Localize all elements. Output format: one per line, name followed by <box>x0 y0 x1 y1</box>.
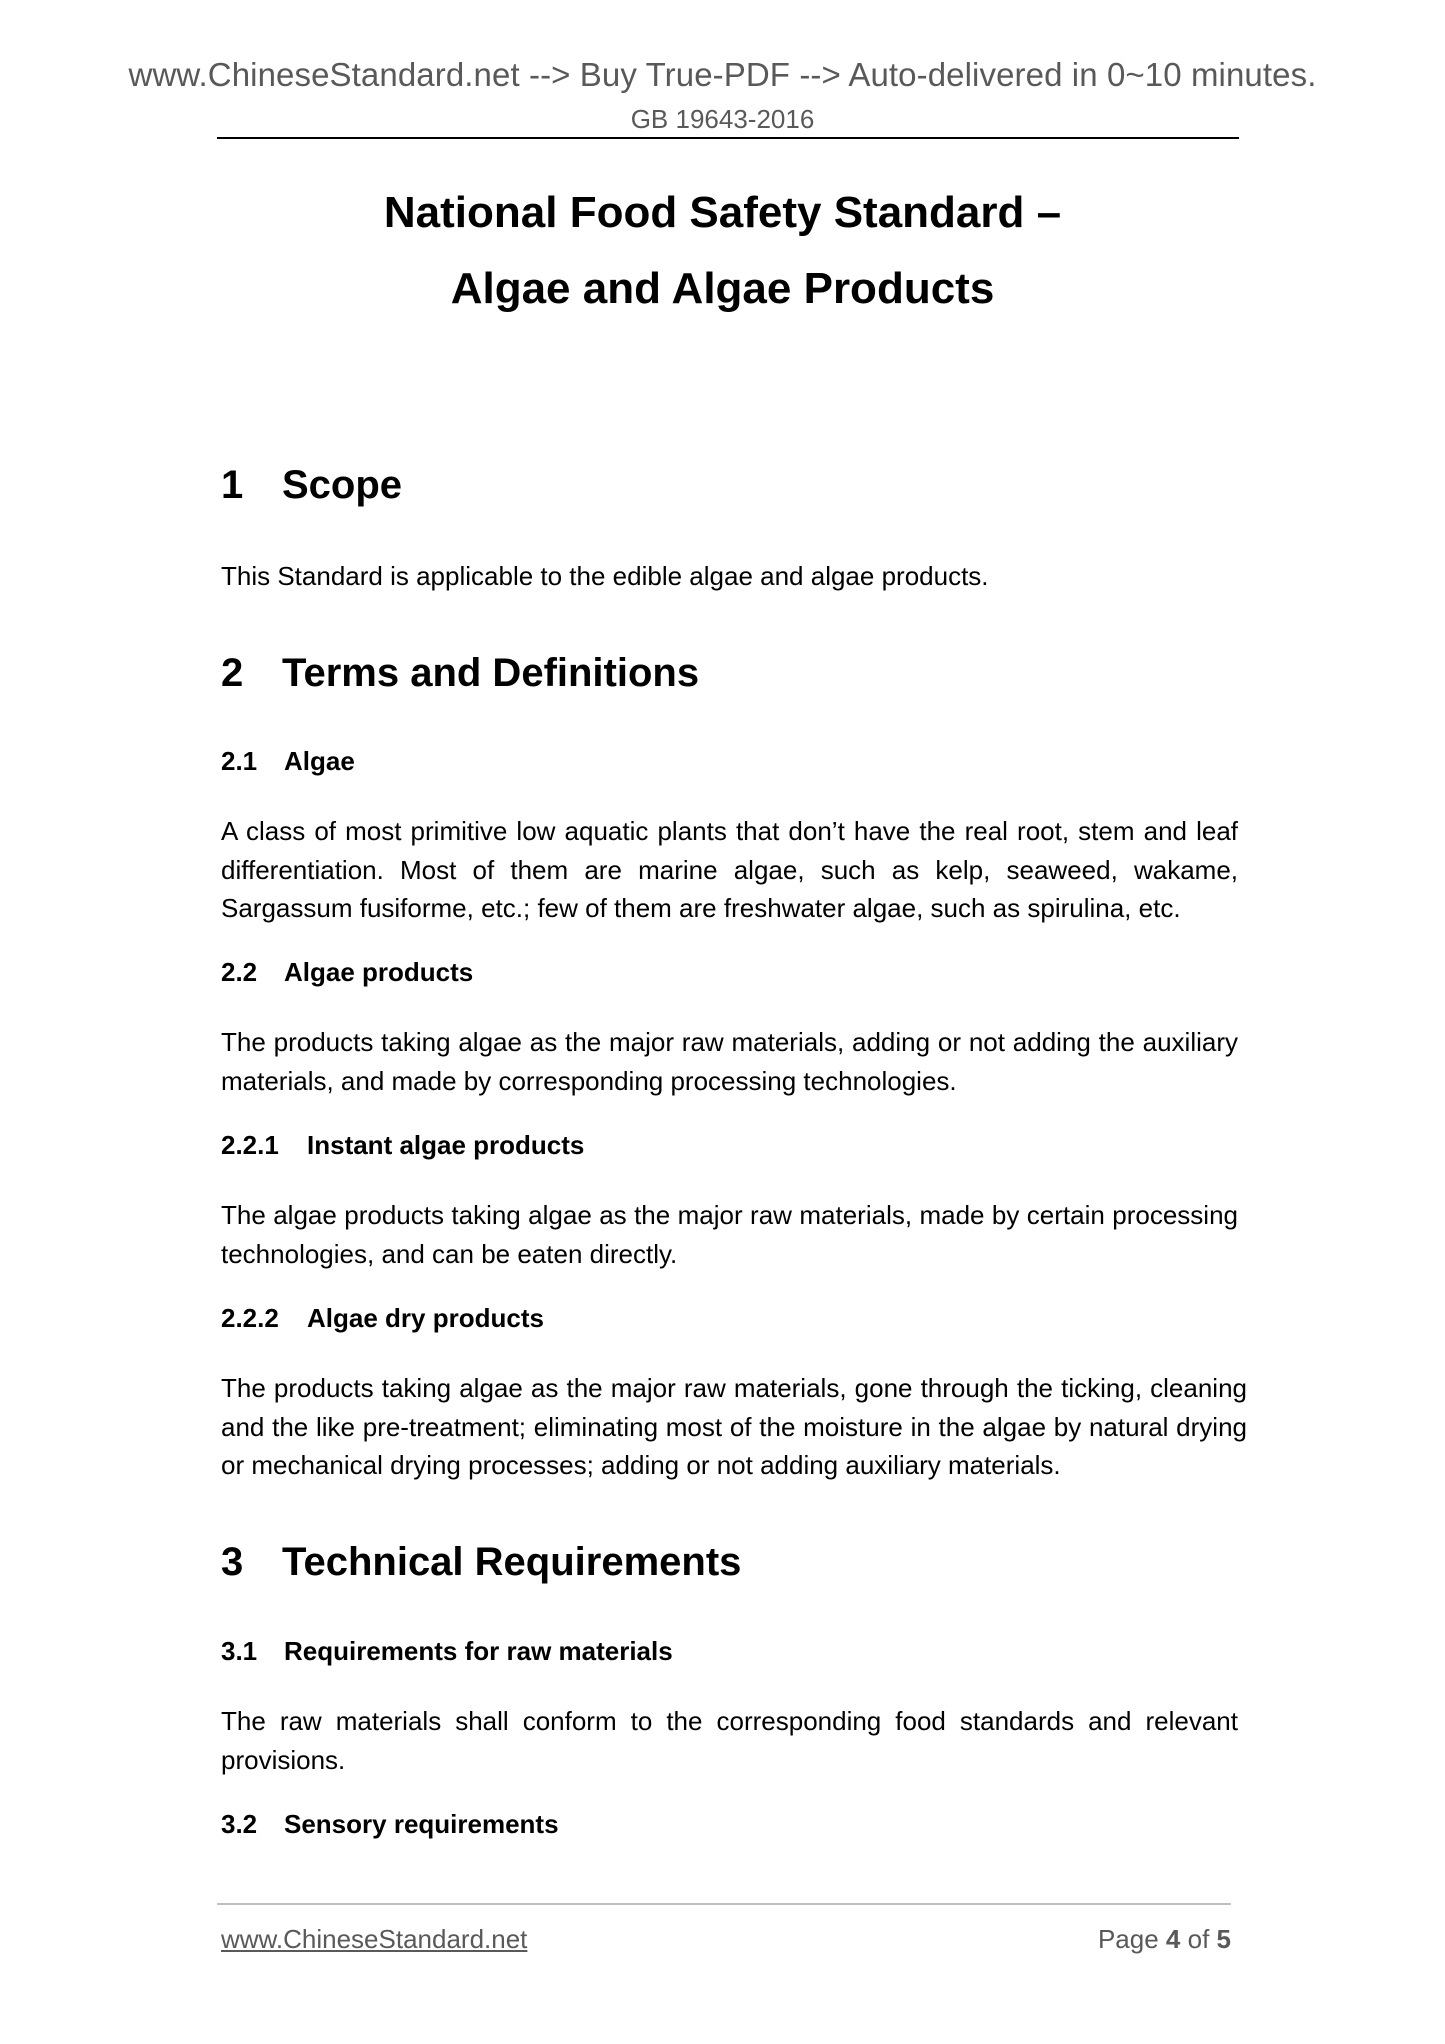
section-2-2-1-heading <box>221 1130 584 1161</box>
section-title: Terms and Definitions <box>282 651 700 695</box>
subsection-number: 2.2 <box>221 957 258 987</box>
page-indicator <box>1098 1924 1231 1955</box>
section-1-text: This Standard is applicable to the edible algae and algae products. <box>221 561 989 591</box>
header-banner: www.ChineseStandard.net --> Buy True-PDF --> Auto-delivered in 0~10 minutes. <box>128 56 1317 93</box>
section-2-1-text: A class of most primitive low aquatic plants that don’t have the real root, stem and leaf differentiation. Most of them are marine algae, such as kelp, seaweed, wakame, Sargassum fusiforme, etc.; few of them are freshwater algae, such as spirulina, etc. <box>221 816 1238 923</box>
section-number: 1 <box>221 463 244 507</box>
section-1-heading <box>221 463 402 508</box>
subsection-title: Algae dry products <box>307 1303 544 1333</box>
subsection-number: 3.2 <box>221 1809 258 1839</box>
page-current: 4 <box>1165 1924 1181 1954</box>
document-title-line-1: National Food Safety Standard – <box>383 188 1062 237</box>
section-number: 2 <box>221 651 244 695</box>
subsection-number: 3.1 <box>221 1636 258 1666</box>
section-2-2-heading <box>221 957 473 988</box>
section-3-2-heading <box>221 1809 559 1840</box>
footer-website-link[interactable]: www.ChineseStandard.net <box>221 1924 528 1954</box>
subsection-number: 2.2.2 <box>221 1303 279 1333</box>
section-2-heading <box>221 651 699 696</box>
subsection-number: 2.2.1 <box>221 1130 279 1160</box>
section-2-2-2-heading <box>221 1303 544 1334</box>
page-total: 5 <box>1216 1924 1231 1954</box>
standard-code: GB 19643-2016 <box>630 104 815 134</box>
subsection-title: Algae products <box>284 957 474 987</box>
section-2-2-1-text: The algae products taking algae as the major raw materials, made by certain processing technologies, and can be eaten directly. <box>221 1200 1238 1269</box>
subsection-title: Requirements for raw materials <box>284 1636 673 1666</box>
page-label: Page <box>1097 1924 1159 1954</box>
subsection-title: Sensory requirements <box>284 1809 559 1839</box>
section-3-1-text: The raw materials shall conform to the corresponding food standards and relevant provisions. <box>221 1706 1238 1775</box>
section-2-1-heading <box>221 746 355 777</box>
subsection-title: Instant algae products <box>307 1130 585 1160</box>
section-2-2-text: The products taking algae as the major raw materials, adding or not adding the auxiliary materials, and made by corresponding processing technologies. <box>221 1027 1238 1096</box>
subsection-number: 2.1 <box>221 746 258 776</box>
footer-divider <box>217 1903 1231 1905</box>
section-number: 3 <box>221 1540 244 1584</box>
section-title: Scope <box>282 463 403 507</box>
subsection-title: Algae <box>284 746 355 776</box>
section-3-1-heading <box>221 1636 673 1667</box>
page-of-label: of <box>1187 1924 1210 1954</box>
section-2-2-2-text: The products taking algae as the major raw materials, gone through the ticking, cleaning and the like pre-treatment; eliminating most of the moisture in the algae by natural drying or mechanical drying processes; adding or not adding auxiliary materials. <box>221 1373 1247 1480</box>
section-3-heading <box>221 1540 741 1585</box>
section-title: Technical Requirements <box>282 1540 742 1584</box>
document-title-line-2: Algae and Algae Products <box>450 264 995 313</box>
header-divider <box>217 137 1239 139</box>
